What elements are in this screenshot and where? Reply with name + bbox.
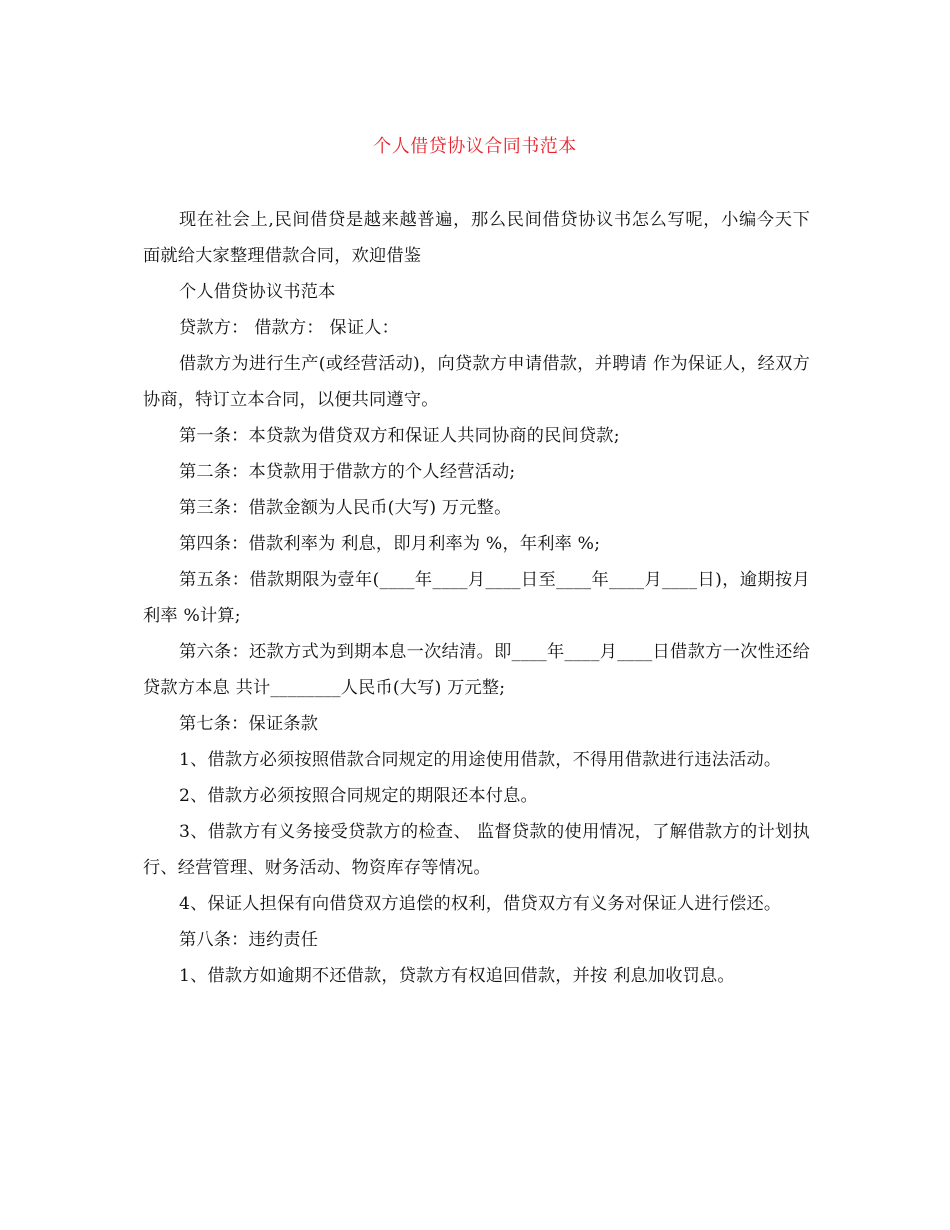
parties-paragraph: 贷款方： 借款方： 保证人： <box>179 318 399 338</box>
subtitle-paragraph: 个人借贷协议书范本 <box>179 282 336 302</box>
article-7-heading: 第七条：保证条款 <box>179 714 319 734</box>
liability-clause-1: 1、借款方如逾期不还借款，贷款方有权追回借款，并按 利息加收罚息。 <box>179 966 735 986</box>
article-6: 第六条：还款方式为到期本息一次结清。即____年____月____日借款方一次性还给贷款方本息 共计________人民币(大写) 万元整; <box>143 642 810 698</box>
article-3: 第三条：借款金额为人民币(大写) 万元整。 <box>179 498 512 518</box>
intro-paragraph: 现在社会上,民间借贷是越来越普遍，那么民间借贷协议书怎么写呢，小编今天下面就给大家整理借款合同，欢迎借鉴 <box>143 210 810 266</box>
document-title: 个人借贷协议合同书范本 <box>373 136 577 157</box>
article-5: 第五条：借款期限为壹年(____年____月____日至____年____月____日)，逾期按月利率 %计算; <box>143 570 810 626</box>
article-2: 第二条：本贷款用于借款方的个人经营活动; <box>179 462 516 482</box>
guarantee-clause-4: 4、保证人担保有向借贷双方追偿的权利，借贷双方有义务对保证人进行偿还。 <box>179 894 782 914</box>
document-body <box>143 202 810 994</box>
article-1: 第一条：本贷款为借贷双方和保证人共同协商的民间贷款; <box>179 426 620 446</box>
guarantee-clause-1: 1、借款方必须按照借款合同规定的用途使用借款，不得用借款进行违法活动。 <box>179 750 782 770</box>
guarantee-clause-2: 2、借款方必须按照合同规定的期限还本付息。 <box>179 786 538 806</box>
preamble-paragraph: 借款方为进行生产(或经营活动)，向贷款方申请借款，并聘请 作为保证人，经双方协商，特订立本合同，以便共同遵守。 <box>143 354 810 410</box>
article-4: 第四条：借款利率为 利息，即月利率为 %，年利率 %; <box>179 534 601 554</box>
article-8-heading: 第八条：违约责任 <box>179 930 319 950</box>
guarantee-clause-3: 3、借款方有义务接受贷款方的检查、 监督贷款的使用情况，了解借款方的计划执行、经营管理、财务活动、物资库存等情况。 <box>143 822 810 878</box>
